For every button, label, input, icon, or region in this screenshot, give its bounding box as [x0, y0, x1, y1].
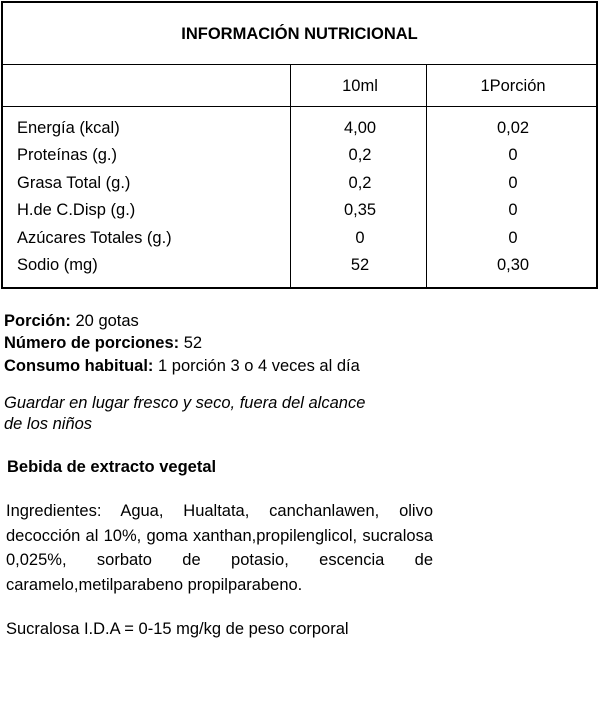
- servings-count-label: Número de porciones:: [4, 334, 180, 352]
- serving-size: [4, 311, 139, 332]
- nutrient-name: Sodio (mg): [17, 255, 98, 274]
- nutrient-rows: [3, 115, 596, 279]
- sucralose-ida-note: Sucralosa I.D.A = 0-15 mg/kg de peso corporal: [6, 620, 349, 638]
- value-per-portion: 0: [508, 201, 518, 220]
- panel-title: INFORMACIÓN NUTRICIONAL: [3, 3, 596, 65]
- nutrient-row-fat: [3, 170, 596, 197]
- product-name: Bebida de extracto vegetal: [7, 458, 217, 476]
- nutrient-name: Proteínas (g.): [17, 146, 117, 165]
- value-per-portion: 0: [508, 146, 518, 165]
- usual-consumption: [4, 356, 360, 377]
- usual-consumption-value: 1 porción 3 o 4 veces al día: [153, 357, 360, 375]
- nutrition-facts-panel: [1, 1, 598, 289]
- nutrient-row-sugars: [3, 225, 596, 252]
- value-per-portion: 0,30: [496, 255, 530, 274]
- value-per-portion: 0,02: [496, 119, 530, 137]
- storage-note: Guardar en lugar fresco y seco, fuera del alcance de los niños: [4, 394, 366, 433]
- nutrient-row-energy: [3, 115, 596, 142]
- value-per-10ml: 0,2: [348, 146, 372, 165]
- nutrient-row-sodium: [3, 252, 596, 279]
- value-per-10ml: 0: [355, 228, 365, 247]
- column-header-10ml: 10ml: [342, 77, 378, 95]
- servings-count-value: 52: [179, 334, 203, 352]
- serving-size-label: Porción:: [4, 312, 71, 330]
- value-per-10ml: 0,2: [348, 173, 372, 192]
- value-per-10ml: 52: [350, 255, 370, 274]
- usual-consumption-label: Consumo habitual:: [4, 357, 154, 375]
- nutrient-name: Azúcares Totales (g.): [17, 228, 172, 247]
- column-header-portion: 1Porción: [480, 77, 546, 95]
- nutrient-row-protein: [3, 142, 596, 169]
- value-per-portion: 0: [508, 228, 518, 247]
- value-per-portion: 0: [508, 173, 518, 192]
- nutrient-name: Grasa Total (g.): [17, 173, 131, 192]
- value-per-10ml: 0,35: [343, 201, 377, 220]
- header-divider: [3, 106, 596, 107]
- serving-size-value: 20 gotas: [70, 312, 139, 330]
- servings-per-container: [4, 333, 202, 354]
- nutrient-row-carbs: [3, 197, 596, 224]
- value-per-10ml: 4,00: [343, 119, 377, 137]
- ingredients-text: Ingredientes: Agua, Hualtata, canchanlawen, olivo decocción al 10%, goma xanthan,propilenglicol, sucralosa 0,025%, sorbato de potasio, escencia de caramelo,metilparabeno propilparabeno.: [6, 502, 433, 594]
- nutrient-name: H.de C.Disp (g.): [17, 201, 136, 220]
- nutrient-name: Energía (kcal): [17, 119, 120, 137]
